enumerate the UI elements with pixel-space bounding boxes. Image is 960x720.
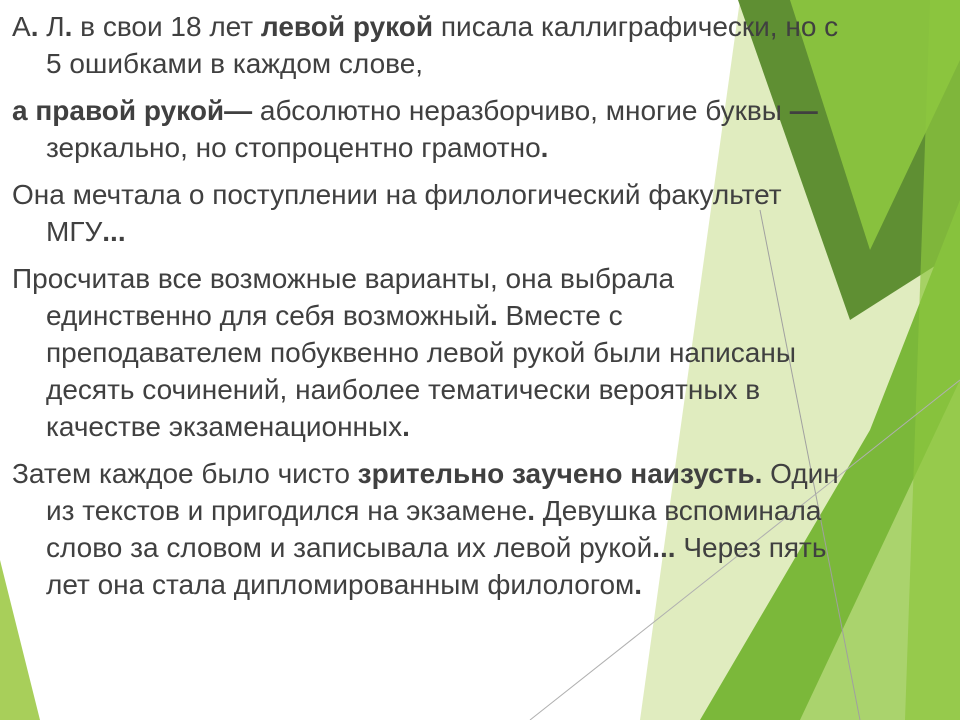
paragraph [12,176,842,250]
bold-text-segment: . [527,495,535,526]
bold-text-segment: ... [102,216,126,247]
text-segment: Просчитав все возможные варианты, она выбрала единственно для себя возможный [12,263,675,331]
text-segment: Вместе с преподавателем побуквенно левой рукой были написаны десять сочинений, наиболее тематически вероятных в качестве экзаменационных [46,300,796,442]
paragraph [12,455,842,603]
text-segment: А [12,11,31,42]
bold-text-segment: . [64,11,73,42]
text-segment: Девушка вспоминала слово за словом и записывала их левой рукой [46,495,822,563]
text-segment: Затем каждое было чисто [12,458,358,489]
text-segment: Она мечтала о поступлении на филологический факультет МГУ [12,179,782,247]
text-segment: Через пять лет она стала дипломированным филологом [46,532,827,600]
bold-text-segment: . [402,411,410,442]
bold-text-segment: ... [652,532,676,563]
bold-text-segment: . [30,11,39,42]
paragraph [12,260,842,445]
paragraph [12,92,842,166]
bold-text-segment: — [224,95,253,126]
text-segment: писала каллиграфически, но с 5 ошибками в каждом слове, [46,11,839,79]
bold-text-segment: . [634,569,643,600]
text-segment: в свои 18 лет [72,11,261,42]
text-segment: Один из текстов и пригодился на экзамене [46,458,839,526]
paragraph [12,8,842,82]
bold-text-segment: зрительно заучено наизусть. [357,458,763,489]
bold-text-segment: . [490,300,498,331]
text-segment: Л [38,11,65,42]
bold-text-segment: . [540,132,549,163]
bold-text-segment: — [789,95,818,126]
slide-text-body [12,8,842,613]
text-segment: абсолютно неразборчиво, многие буквы [252,95,790,126]
bold-text-segment: а правой рукой [12,95,225,126]
text-segment: зеркально, но стопроцентно грамотно [46,132,541,163]
bold-text-segment: левой рукой [260,11,434,42]
